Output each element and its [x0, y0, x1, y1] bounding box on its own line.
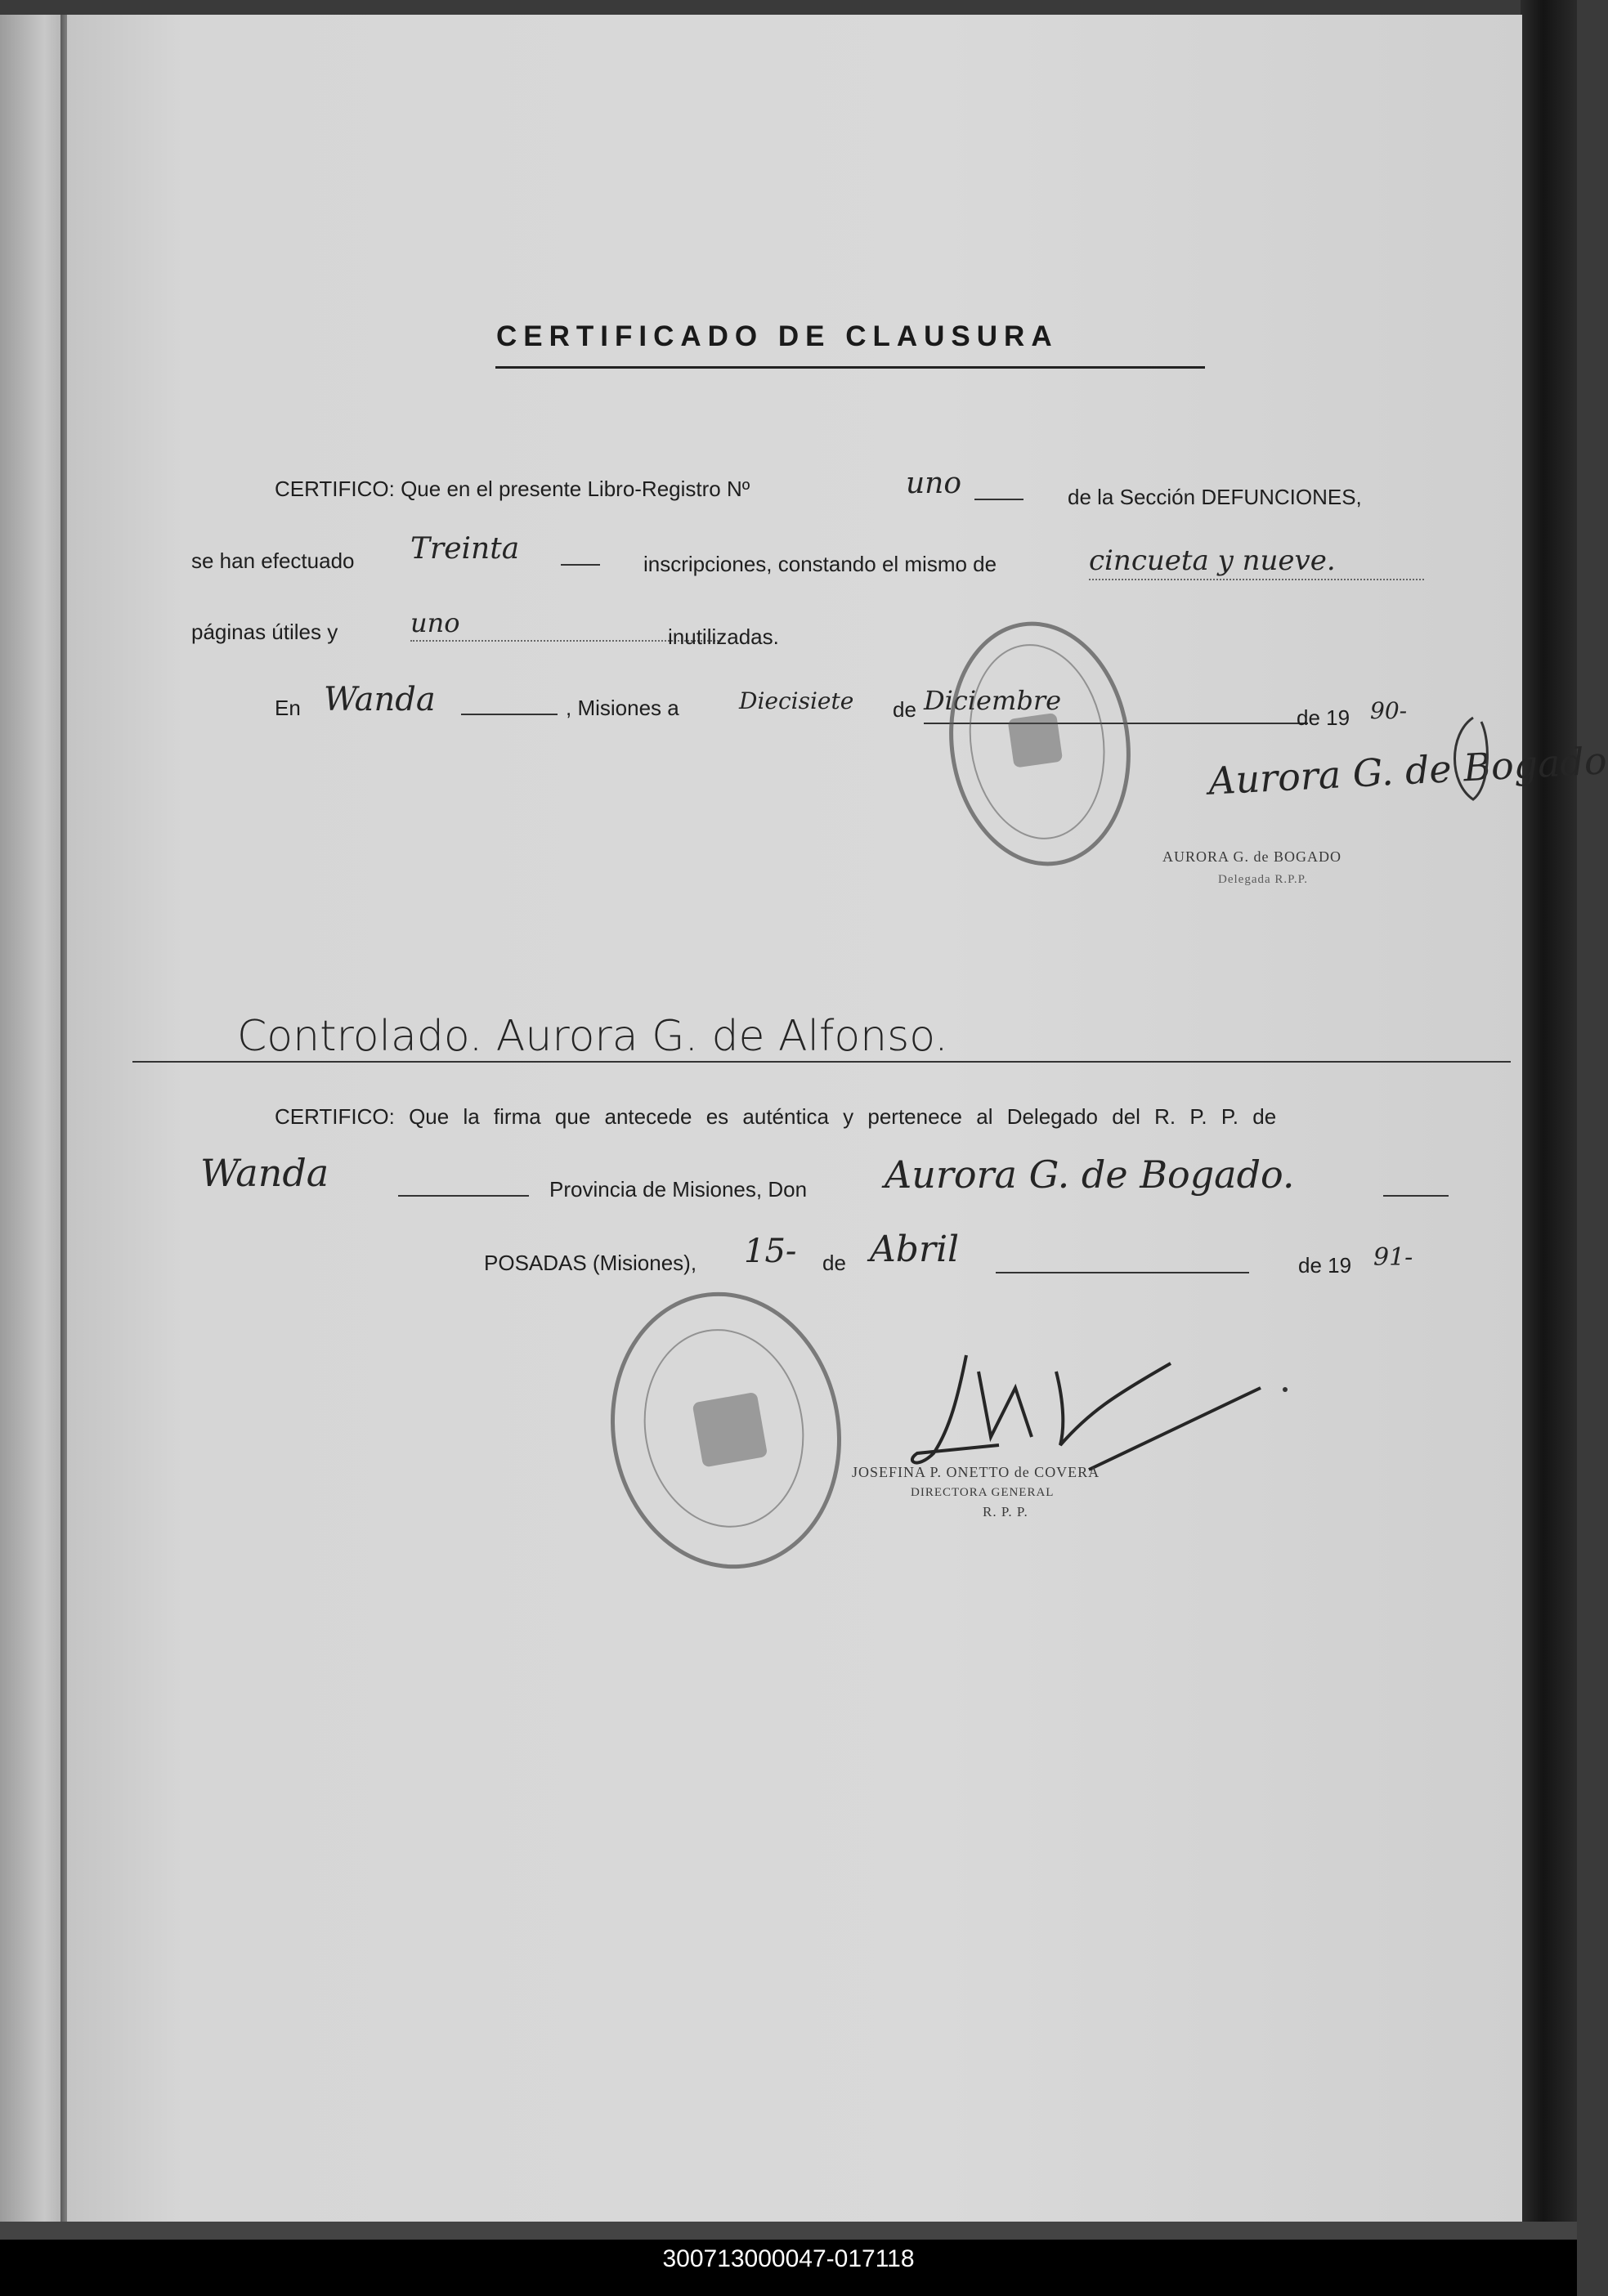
scan-id-bar: 300713000047-017118 — [0, 2240, 1577, 2296]
inscriptions-handwritten: Treinta — [410, 532, 520, 566]
book-cover-edge — [1521, 0, 1577, 2240]
closure-line4-a: En — [275, 696, 301, 720]
title-underline — [495, 366, 1205, 369]
authentication-line3-c: de 19 — [1298, 1253, 1352, 1278]
month-handwritten: Diciembre — [924, 685, 1062, 716]
director-stamp — [589, 1273, 863, 1587]
document-page — [67, 15, 1608, 2222]
blank-line — [461, 714, 558, 715]
closure-line4-c: de — [893, 697, 916, 722]
scan-bottom-edge — [0, 2222, 1577, 2240]
adjacent-page-edge — [0, 15, 64, 2222]
separator-line — [132, 1061, 1511, 1063]
pages-handwritten: cincueta y nueve. — [1089, 544, 1336, 577]
authentication-line3-b: de — [822, 1251, 846, 1275]
control-note-handwritten: Controlado. Aurora G. de Alfonso. — [237, 1012, 948, 1061]
delegate-signature: Aurora G. de Bogado — [1207, 738, 1608, 803]
auth-month-handwritten: Abril — [870, 1229, 960, 1270]
blank-line — [1383, 1195, 1449, 1197]
auth-name-handwritten: Aurora G. de Bogado. — [885, 1152, 1295, 1197]
closure-line1-b: de la Sección DEFUNCIONES, — [1068, 485, 1362, 509]
seal-emblem-icon — [1007, 713, 1063, 768]
auth-year-handwritten: 91- — [1373, 1243, 1413, 1272]
closure-line1-a: CERTIFICO: Que en el presente Libro-Registro Nº — [275, 477, 750, 501]
closure-line2-a: se han efectuado — [191, 548, 355, 573]
director-org: R. P. P. — [983, 1504, 1028, 1519]
auth-day-handwritten: 15- — [744, 1233, 797, 1270]
auth-place-handwritten: Wanda — [200, 1151, 329, 1195]
blank-line — [561, 564, 600, 566]
useless-pages-handwritten: uno — [410, 607, 460, 638]
place-handwritten: Wanda — [324, 681, 436, 718]
closure-line3-a: páginas útiles y — [191, 620, 338, 644]
year-handwritten: 90- — [1370, 697, 1408, 724]
delegate-name: AURORA G. de BOGADO — [1162, 848, 1342, 865]
closure-line3-b: inutilizadas. — [668, 624, 779, 649]
registry-stamp — [934, 610, 1146, 878]
director-role: DIRECTORA GENERAL — [911, 1486, 1055, 1499]
signature-flourish-icon — [1440, 709, 1506, 808]
authentication-line1: CERTIFICO: Que la firma que antecede es auténtica y pertenece al Delegado del R. P. P. de — [275, 1104, 1277, 1129]
blank-line — [974, 499, 1023, 500]
book-number-handwritten: uno — [906, 467, 962, 500]
seal-emblem-icon — [692, 1392, 768, 1468]
closure-line4-b: , Misiones a — [566, 696, 679, 720]
dotted-line — [1089, 579, 1424, 580]
authentication-line2-a: Provincia de Misiones, Don — [549, 1177, 808, 1202]
director-name: JOSEFINA P. ONETTO de COVERA — [852, 1464, 1100, 1480]
delegate-role: Delegada R.P.P. — [1218, 873, 1308, 886]
blank-line — [996, 1272, 1249, 1273]
closure-line4-d: de 19 — [1297, 705, 1350, 730]
blank-line — [398, 1195, 529, 1197]
document-title: CERTIFICADO DE CLAUSURA — [496, 320, 1059, 352]
day-handwritten: Diecisiete — [739, 687, 854, 714]
closure-line2-b: inscripciones, constando el mismo de — [643, 552, 997, 576]
authentication-line3-a: POSADAS (Misiones), — [484, 1251, 697, 1275]
